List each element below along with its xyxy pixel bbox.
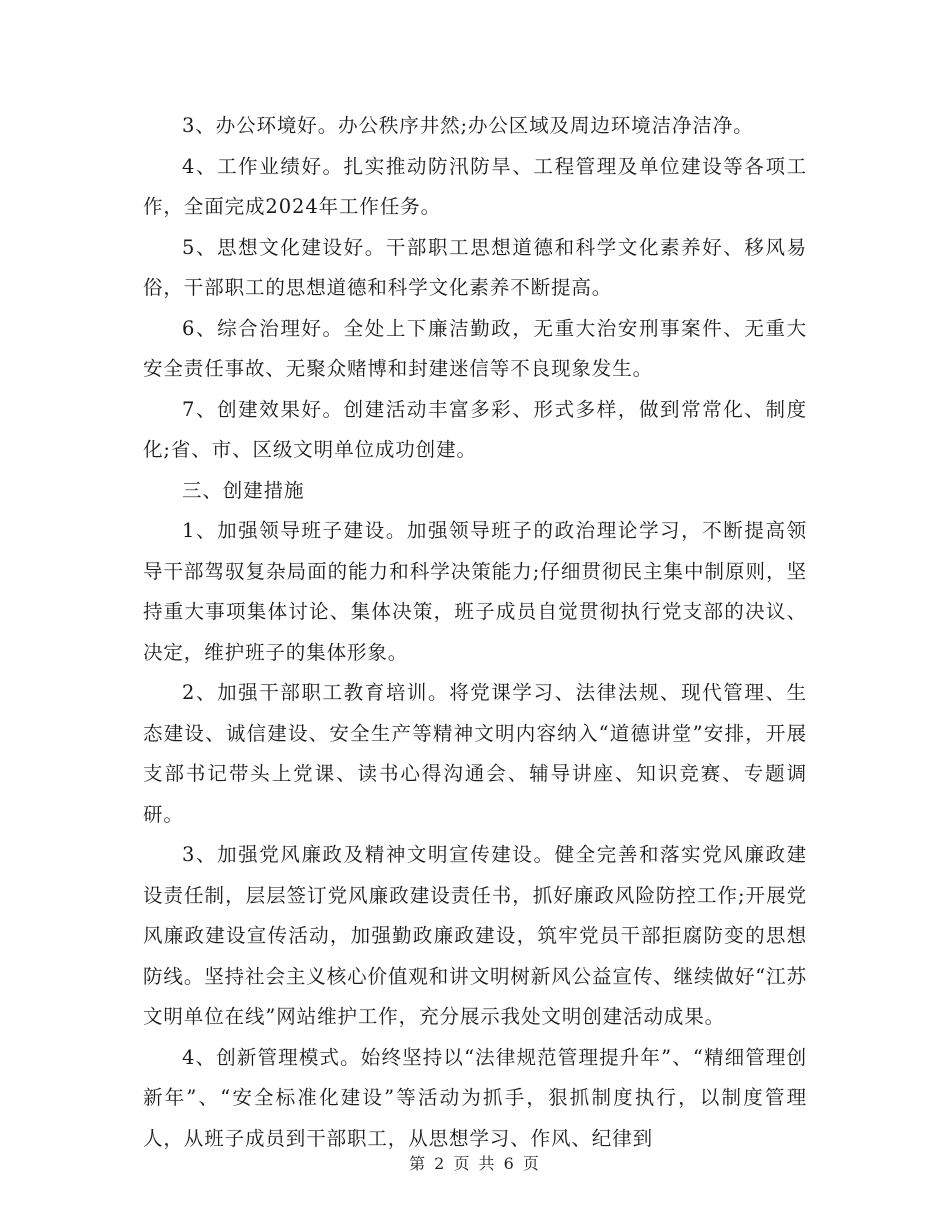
page-number-footer: 第 2 页 共 6 页 <box>409 1154 541 1173</box>
paragraph-staff-training: 2、加强干部职工教育培训。将党课学习、法律法规、现代管理、生态建设、诚信建设、安全生产等精神文明内容纳入“道德讲堂”安排，开展支部书记带头上党课、读书心得沟通会、辅导讲座、知识竞赛、专题调研。 <box>143 681 807 826</box>
section-heading-measures: 三、创建措施 <box>182 478 305 502</box>
document-body <box>143 106 807 1159</box>
paragraph-work-performance: 4、工作业绩好。扎实推动防汛防旱、工程管理及单位建设等各项工作，全面完成2024年工作任务。 <box>143 154 807 218</box>
paragraph-office-environment: 3、办公环境好。办公秩序井然;办公区域及周边环境洁净洁净。 <box>182 114 754 137</box>
paragraph-integrity-publicity: 3、加强党风廉政及精神文明宣传建设。健全完善和落实党风廉政建设责任制，层层签订党风廉政建设责任书，抓好廉政风险防控工作;开展党风廉政建设宣传活动，加强勤政廉政建设，筑牢党员干部拒腐防变的思想防线。坚持社会主义核心价值观和讲文明树新风公益宣传、继续做好“江苏文明单位在线”网站维护工作，充分展示我处文明创建活动成果。 <box>143 843 807 1028</box>
paragraph-comprehensive-governance: 6、综合治理好。全处上下廉洁勤政，无重大治安刑事案件、无重大安全责任事故、无聚众赌博和封建迷信等不良现象发生。 <box>143 316 807 380</box>
paragraph-culture-building: 5、思想文化建设好。干部职工思想道德和科学文化素养好、移风易俗，干部职工的思想道德和科学文化素养不断提高。 <box>143 235 807 299</box>
paragraph-management-innovation: 4、创新管理模式。始终坚持以“法律规范管理提升年”、“精细管理创新年”、“安全标准化建设”等活动为抓手，狠抓制度执行，以制度管理人，从班子成员到干部职工，从思想学习、作风、纪律到 <box>143 1045 807 1150</box>
paragraph-creation-effect: 7、创建效果好。创建活动丰富多彩、形式多样，做到常常化、制度化;省、市、区级文明单位成功创建。 <box>143 397 807 461</box>
paragraph-leadership-building: 1、加强领导班子建设。加强领导班子的政治理论学习，不断提高领导干部驾驭复杂局面的能力和科学决策能力;仔细贯彻民主集中制原则，坚持重大事项集体讨论、集体决策，班子成员自觉贯彻执行党支部的决议、决定，维护班子的集体形象。 <box>143 519 807 664</box>
